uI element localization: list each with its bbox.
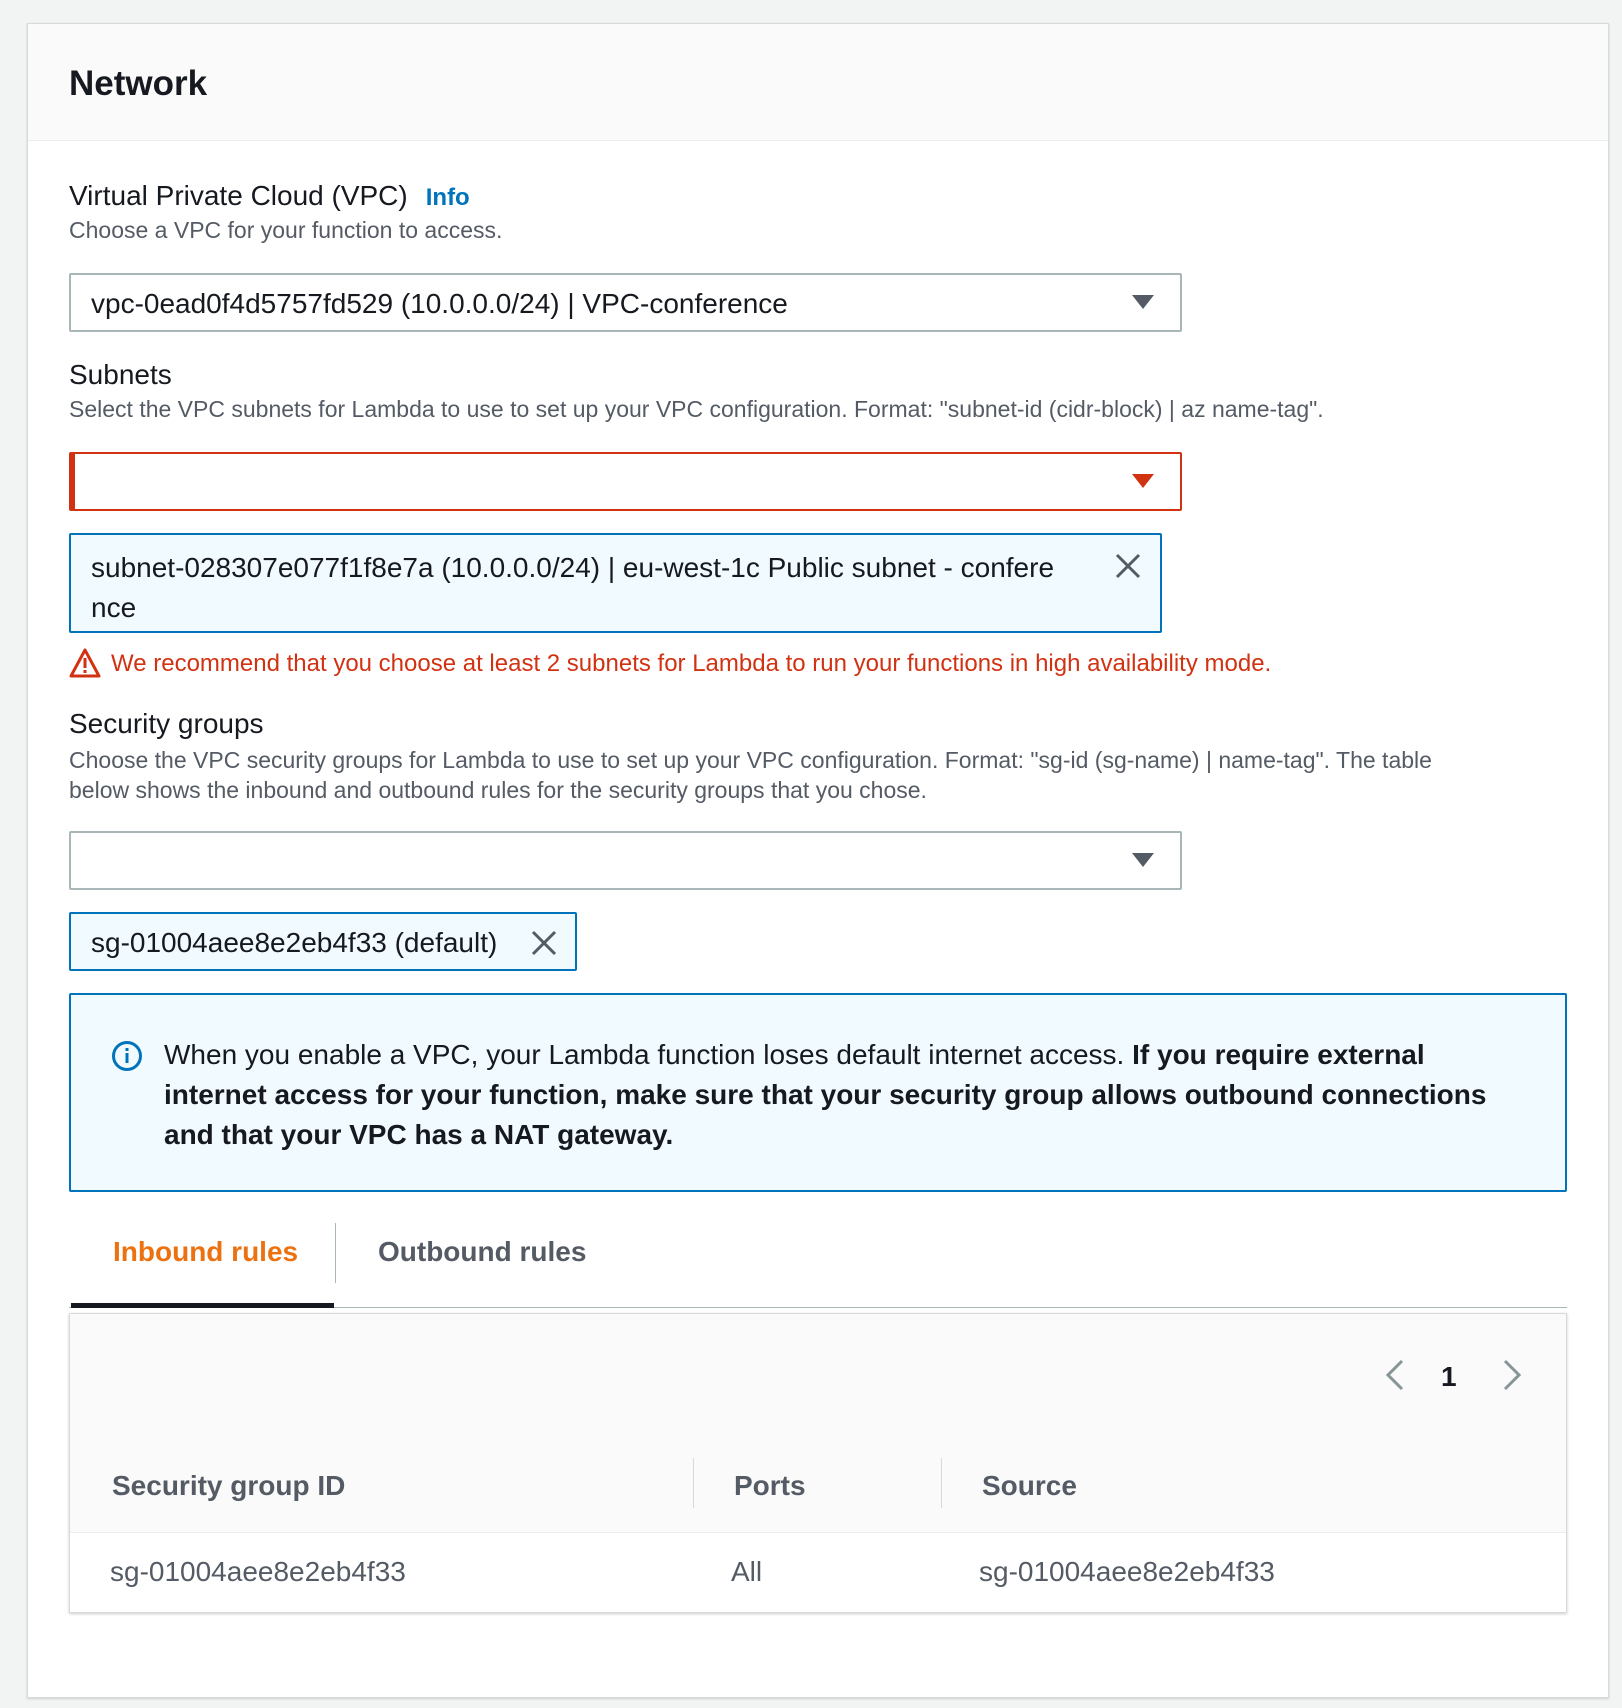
- column-header-source[interactable]: Source: [982, 1470, 1077, 1501]
- panel-header: [28, 24, 1608, 141]
- alert-text: When you enable a VPC, your Lambda function loses default internet access. If you require external internet access for your function, make sure that your security group allows outbound connections and that your VPC has a NAT gateway.: [164, 1039, 1487, 1150]
- vpc-label: Virtual Private Cloud (VPC): [69, 180, 408, 211]
- caret-down-icon: [1132, 474, 1154, 488]
- tab-inbound-rules[interactable]: Inbound rules: [113, 1236, 299, 1267]
- chevron-right-icon[interactable]: [1502, 1358, 1522, 1392]
- security-groups-label: Security groups: [69, 708, 264, 739]
- page-number[interactable]: 1: [1441, 1361, 1457, 1392]
- network-panel: [27, 23, 1609, 1698]
- tab-divider: [335, 1223, 336, 1283]
- security-groups-select[interactable]: [69, 831, 1182, 890]
- security-group-token-text: sg-01004aee8e2eb4f33 (default): [91, 927, 498, 958]
- vpc-internet-access-alert: [69, 993, 1567, 1192]
- cell-ports: All: [731, 1556, 763, 1587]
- column-divider: [941, 1458, 942, 1508]
- rules-table: [69, 1313, 1567, 1613]
- column-divider: [693, 1458, 694, 1508]
- security-group-token: [69, 912, 577, 971]
- table-header: [70, 1434, 1566, 1533]
- table-toolbar: [70, 1314, 1566, 1435]
- chevron-left-icon[interactable]: [1385, 1358, 1405, 1392]
- cell-security-group-id: sg-01004aee8e2eb4f33: [110, 1556, 406, 1587]
- close-icon[interactable]: [530, 929, 558, 957]
- cell-source: sg-01004aee8e2eb4f33: [979, 1556, 1275, 1587]
- vpc-info-link[interactable]: Info: [425, 184, 470, 211]
- vpc-select[interactable]: [69, 273, 1182, 332]
- subnets-description: Select the VPC subnets for Lambda to use to set up your VPC configuration. Format: "subnet-id (cidr-block) | az name-tag".: [69, 396, 1324, 422]
- active-tab-indicator: [71, 1303, 334, 1308]
- column-header-security-group-id[interactable]: Security group ID: [112, 1470, 346, 1501]
- caret-down-icon: [1132, 295, 1154, 309]
- security-groups-description: Choose the VPC security groups for Lambda to use to set up your VPC configuration. Format: "sg-id (sg-name) | name-tag". The table below shows the inbound and outbound rules for the security groups that you chose.: [69, 747, 1432, 803]
- subnets-warning-text: We recommend that you choose at least 2 subnets for Lambda to run your functions in high availability mode.: [111, 650, 1272, 677]
- subnet-token-text: subnet-028307e077f1f8e7a (10.0.0.0/24) | eu-west-1c Public subnet - confere nce: [91, 552, 1055, 623]
- panel-title: Network: [69, 64, 208, 103]
- vpc-label-row: [69, 180, 470, 212]
- subnets-select[interactable]: [69, 452, 1182, 511]
- warning-icon: [69, 648, 101, 678]
- caret-down-icon: [1132, 853, 1154, 867]
- close-icon[interactable]: [1114, 552, 1142, 580]
- subnets-label: Subnets: [69, 359, 172, 390]
- vpc-description: Choose a VPC for your function to access.: [69, 217, 503, 243]
- column-header-ports[interactable]: Ports: [734, 1470, 806, 1501]
- vpc-select-value: vpc-0ead0f4d5757fd529 (10.0.0.0/24) | VPC-conference: [91, 288, 788, 319]
- subnet-token: [69, 533, 1162, 633]
- info-icon: [111, 1040, 143, 1072]
- tab-outbound-rules[interactable]: Outbound rules: [378, 1236, 587, 1267]
